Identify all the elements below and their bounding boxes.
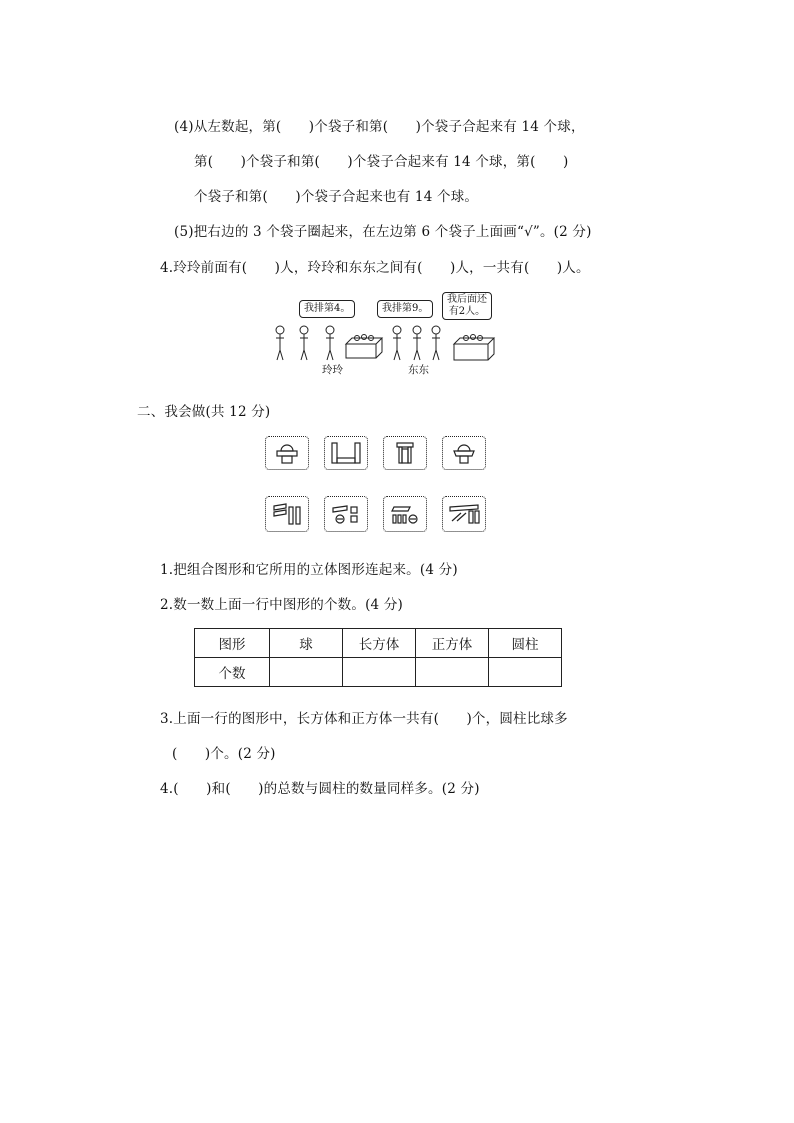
dome-on-block-icon	[273, 441, 301, 465]
section-2-question-2: 2.数一数上面一行中图形的个数。(4 分)	[160, 597, 403, 613]
solid-pieces-4	[442, 496, 486, 532]
blocks-and-ball-icon	[330, 501, 362, 527]
table-header-row	[195, 629, 562, 658]
solid-pieces-2	[324, 496, 368, 532]
arch-tower-icon	[392, 440, 418, 466]
composite-figure-1	[265, 436, 309, 470]
composite-figures-row	[265, 436, 486, 470]
section-2-question-4: 4.( )和( )的总数与圆柱的数量同样多。(2 分)	[160, 781, 480, 797]
answer-cell-ball[interactable]	[270, 658, 343, 687]
question-3-5: (5)把右边的 3 个袋子圈起来，在左边第 6 个袋子上面画“√”。(2 分)	[174, 224, 592, 240]
table-row	[195, 658, 562, 687]
table-header-cell: 球	[270, 629, 343, 658]
queue-illustration	[272, 296, 504, 376]
section-2-heading: 二、我会做(共 12 分)	[137, 404, 271, 420]
solid-pieces-1	[265, 496, 309, 532]
section-2-question-3-line-1: 3.上面一行的图形中，长方体和正方体一共有( )个，圆柱比球多	[160, 711, 568, 727]
question-3-4-line-1: (4)从左数起，第( )个袋子和第( )个袋子合起来有 14 个球，	[174, 119, 585, 135]
planks-icon	[447, 501, 481, 527]
speech-bubble-4th: 我排第4。	[299, 300, 355, 318]
table-header-cell: 圆柱	[489, 629, 562, 658]
answer-cell-cuboid[interactable]	[343, 658, 416, 687]
composite-figure-3	[383, 436, 427, 470]
table-header-cell: 长方体	[343, 629, 416, 658]
answer-cell-cube[interactable]	[416, 658, 489, 687]
solid-pieces-row	[265, 496, 486, 532]
u-shape-blocks-icon	[329, 440, 363, 466]
dome-on-cylinder-icon	[450, 441, 478, 465]
question-4: 4.玲玲前面有( )人，玲玲和东东之间有( )人，一共有( )人。	[160, 260, 590, 276]
speech-bubble-9th: 我排第9。	[377, 300, 433, 318]
composite-figure-2	[324, 436, 368, 470]
speech-bubble-two-behind: 我后面还 有2人。	[442, 292, 492, 320]
table-header-cell: 图形	[195, 629, 270, 658]
label-dongdong: 东东	[408, 364, 429, 376]
table-header-cell: 正方体	[416, 629, 489, 658]
shape-count-table	[194, 628, 562, 687]
answer-cell-cylinder[interactable]	[489, 658, 562, 687]
cylinders-and-ball-icon	[389, 501, 421, 527]
section-2-question-1: 1.把组合图形和它所用的立体图形连起来。(4 分)	[160, 562, 458, 578]
label-lingling: 玲玲	[322, 364, 343, 376]
slabs-icon	[271, 501, 303, 527]
composite-figure-4	[442, 436, 486, 470]
question-3-4-line-2: 第( )个袋子和第( )个袋子合起来有 14 个球，第( )	[194, 154, 569, 170]
table-row-label: 个数	[195, 658, 270, 687]
solid-pieces-3	[383, 496, 427, 532]
children-in-line-icon	[272, 322, 504, 366]
question-3-4-line-3: 个袋子和第( )个袋子合起来也有 14 个球。	[194, 189, 479, 205]
section-2-question-3-line-2: ( )个。(2 分)	[172, 746, 276, 762]
